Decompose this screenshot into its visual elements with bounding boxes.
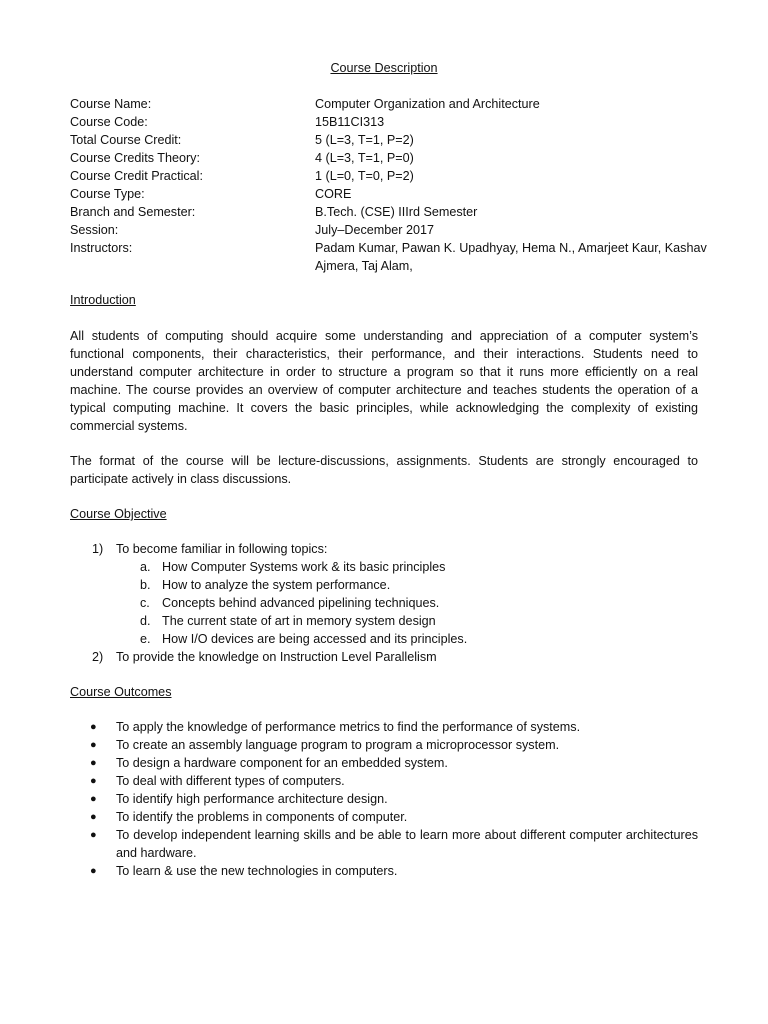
info-value: 1 (L=0, T=0, P=2) bbox=[315, 169, 414, 183]
outcome-item bbox=[70, 862, 698, 880]
subitem-letter: d. bbox=[140, 614, 151, 628]
outcome-text: To learn & use the new technologies in computers. bbox=[116, 864, 398, 878]
outcome-item bbox=[70, 736, 698, 754]
info-value: Computer Organization and Architecture bbox=[315, 97, 540, 111]
bullet-icon: ● bbox=[90, 775, 97, 787]
introduction-heading: Introduction bbox=[70, 293, 136, 307]
info-row-course-code bbox=[70, 113, 710, 131]
objective-number: 2) bbox=[92, 650, 104, 664]
info-value: B.Tech. (CSE) IIIrd Semester bbox=[315, 205, 478, 219]
info-label: Course Credits Theory: bbox=[70, 151, 200, 165]
subitem-letter: b. bbox=[140, 578, 151, 592]
info-value: CORE bbox=[315, 187, 352, 201]
info-label: Total Course Credit: bbox=[70, 133, 182, 147]
info-row-session bbox=[70, 221, 710, 239]
info-value: July–December 2017 bbox=[315, 223, 435, 237]
info-row-course-type bbox=[70, 185, 710, 203]
outcome-text: To design a hardware component for an embedded system. bbox=[116, 756, 448, 770]
objective-number: 1) bbox=[92, 542, 104, 556]
info-label: Course Type: bbox=[70, 187, 145, 201]
subitem-text: The current state of art in memory system design bbox=[162, 614, 436, 628]
outcome-text: To develop independent learning skills and be able to learn more about different computer architectures and hardware. bbox=[116, 828, 698, 860]
course-outcomes-heading: Course Outcomes bbox=[70, 685, 172, 699]
info-label: Instructors: bbox=[70, 241, 133, 255]
objective-item bbox=[70, 648, 698, 666]
outcomes-list bbox=[70, 718, 698, 880]
outcome-text: To deal with different types of computers. bbox=[116, 774, 345, 788]
info-label: Course Code: bbox=[70, 115, 148, 129]
objective-subitem bbox=[70, 558, 698, 576]
objective-text: To provide the knowledge on Instruction Level Parallelism bbox=[116, 650, 437, 664]
info-label: Branch and Semester: bbox=[70, 205, 196, 219]
info-row-instructors bbox=[70, 239, 710, 275]
objective-text: To become familiar in following topics: bbox=[116, 542, 328, 556]
objective-subitem bbox=[70, 630, 698, 648]
outcome-item bbox=[70, 826, 698, 862]
info-value: 5 (L=3, T=1, P=2) bbox=[315, 133, 414, 147]
subitem-text: How to analyze the system performance. bbox=[162, 578, 391, 592]
outcome-text: To apply the knowledge of performance metrics to find the performance of systems. bbox=[116, 720, 581, 734]
info-row-credits-theory bbox=[70, 149, 710, 167]
objective-item bbox=[70, 540, 698, 558]
bullet-icon: ● bbox=[90, 739, 97, 751]
info-value: 15B11CI313 bbox=[315, 115, 385, 129]
outcome-item bbox=[70, 772, 698, 790]
outcome-text: To create an assembly language program to program a microprocessor system. bbox=[116, 738, 560, 752]
info-row-course-name bbox=[70, 95, 710, 113]
bullet-icon: ● bbox=[90, 757, 97, 769]
subitem-letter: a. bbox=[140, 560, 151, 574]
objective-subitem bbox=[70, 576, 698, 594]
outcome-item bbox=[70, 754, 698, 772]
info-label: Course Name: bbox=[70, 97, 152, 111]
format-paragraph: The format of the course will be lecture-discussions, assignments. Students are strongly encouraged to participate actively in class discussions. bbox=[70, 454, 698, 486]
bullet-icon: ● bbox=[90, 811, 97, 823]
introduction-paragraph: All students of computing should acquire some understanding and appreciation of a computer system’s functional components, their characteristics, their performance, and their interactions. Students need to understand computer architecture in order to structure a program so that it runs more efficiently on a real machine. The course provides an overview of computer architecture and teaches students the operation of a typical computing machine. It covers the basic principles, while acknowledging the complexity of existing commercial systems. bbox=[70, 329, 698, 433]
subitem-letter: c. bbox=[140, 596, 150, 610]
subitem-text: How I/O devices are being accessed and its principles. bbox=[162, 632, 468, 646]
objective-list bbox=[70, 540, 698, 666]
outcome-item bbox=[70, 790, 698, 808]
info-row-branch-semester bbox=[70, 203, 710, 221]
info-value: Padam Kumar, Pawan K. Upadhyay, Hema N., Amarjeet Kaur, Kashav Ajmera, Taj Alam, bbox=[315, 241, 707, 273]
bullet-icon: ● bbox=[90, 865, 97, 877]
document-title: Course Description bbox=[330, 61, 438, 75]
info-row-total-credit bbox=[70, 131, 710, 149]
objective-subitem bbox=[70, 612, 698, 630]
outcome-text: To identify the problems in components of computer. bbox=[116, 810, 408, 824]
bullet-icon: ● bbox=[90, 793, 97, 805]
info-value: 4 (L=3, T=1, P=0) bbox=[315, 151, 414, 165]
subitem-text: Concepts behind advanced pipelining techniques. bbox=[162, 596, 440, 610]
course-info-table bbox=[70, 95, 710, 275]
subitem-text: How Computer Systems work & its basic principles bbox=[162, 560, 446, 574]
outcome-item bbox=[70, 808, 698, 826]
outcome-item bbox=[70, 718, 698, 736]
subitem-letter: e. bbox=[140, 632, 151, 646]
info-label: Session: bbox=[70, 223, 119, 237]
info-label: Course Credit Practical: bbox=[70, 169, 203, 183]
course-objective-heading: Course Objective bbox=[70, 507, 167, 521]
info-row-credit-practical bbox=[70, 167, 710, 185]
bullet-icon: ● bbox=[90, 829, 97, 841]
bullet-icon: ● bbox=[90, 721, 97, 733]
outcome-text: To identify high performance architecture design. bbox=[116, 792, 388, 806]
objective-subitem bbox=[70, 594, 698, 612]
